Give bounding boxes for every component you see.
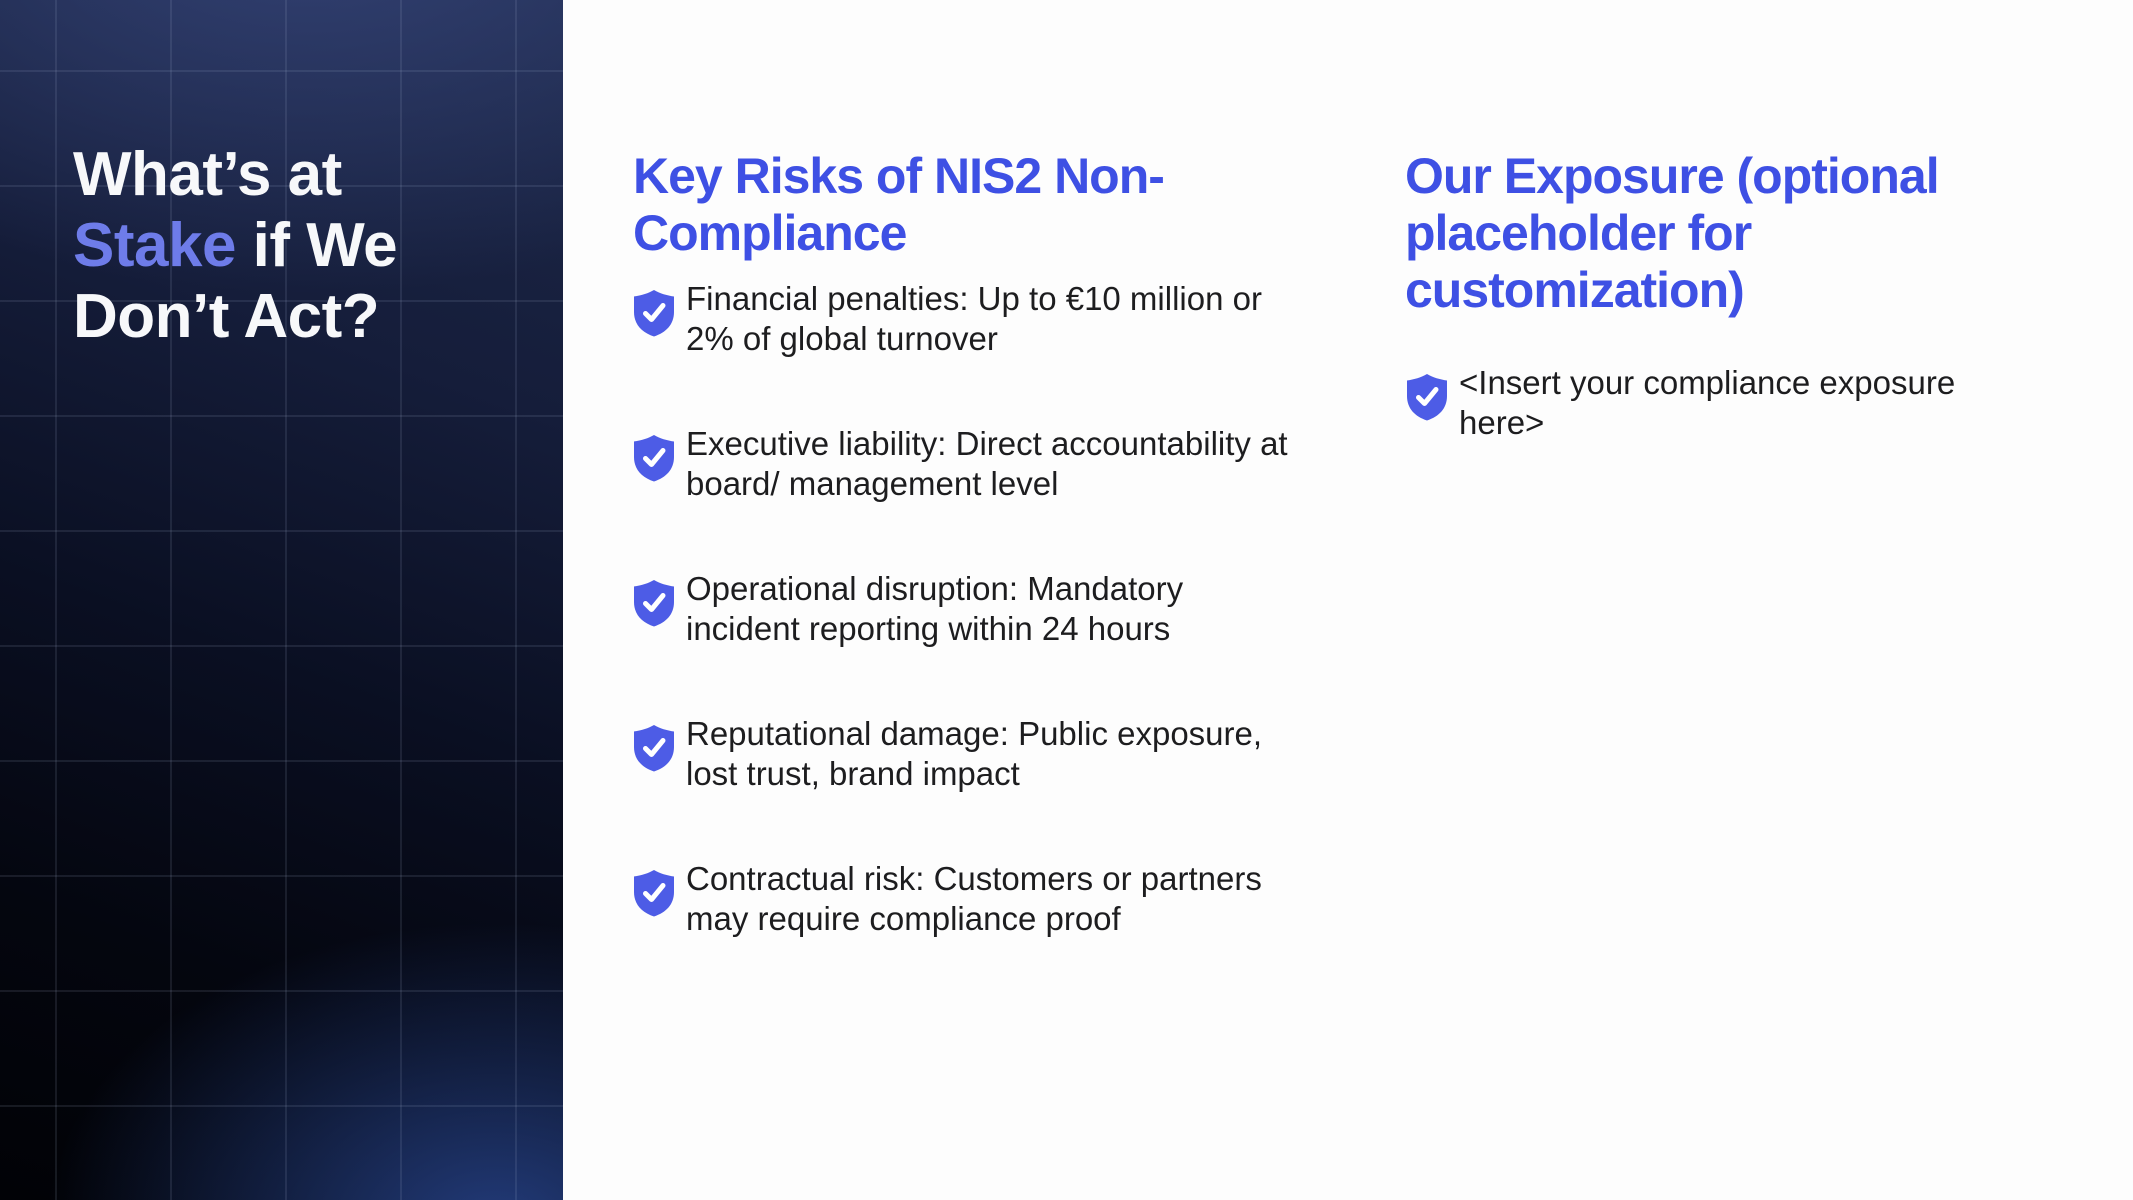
list-item-text: Operational disruption: Mandatory incident reporting within 24 hours [686,570,1184,647]
list-item-text: Executive liability: Direct accountability at board/ management level [686,425,1288,502]
list-item [632,859,1288,939]
shield-check-icon [632,288,676,338]
slide-title-post: if We Don’t Act? [73,210,398,351]
list-item [632,714,1288,794]
list-item-text: Reputational damage: Public exposure, lost trust, brand impact [686,715,1263,792]
list-item [632,569,1288,649]
shield-check-icon [632,578,676,628]
shield-check-icon [1405,372,1449,422]
risks-list [632,279,1288,1004]
shield-check-icon [632,723,676,773]
exposure-list [1405,363,1955,508]
list-item-text: Contractual risk: Customers or partners may require compliance proof [686,860,1262,937]
list-item [1405,363,1955,443]
slide-title-pre: What’s at [73,139,342,209]
list-item [632,279,1288,359]
list-item-text: Financial penalties: Up to €10 million or 2% of global turnover [686,280,1262,357]
shield-check-icon [632,433,676,483]
exposure-heading: Our Exposure (optional placeholder for customization) [1405,147,1939,318]
shield-check-icon [632,868,676,918]
slide-title [73,139,425,352]
list-item-text: <Insert your compliance exposure here> [1459,364,1956,441]
slide-title-highlight: Stake [73,210,236,280]
title-panel [0,0,563,1200]
risks-heading: Key Risks of NIS2 Non-Compliance [633,147,1164,261]
list-item [632,424,1288,504]
